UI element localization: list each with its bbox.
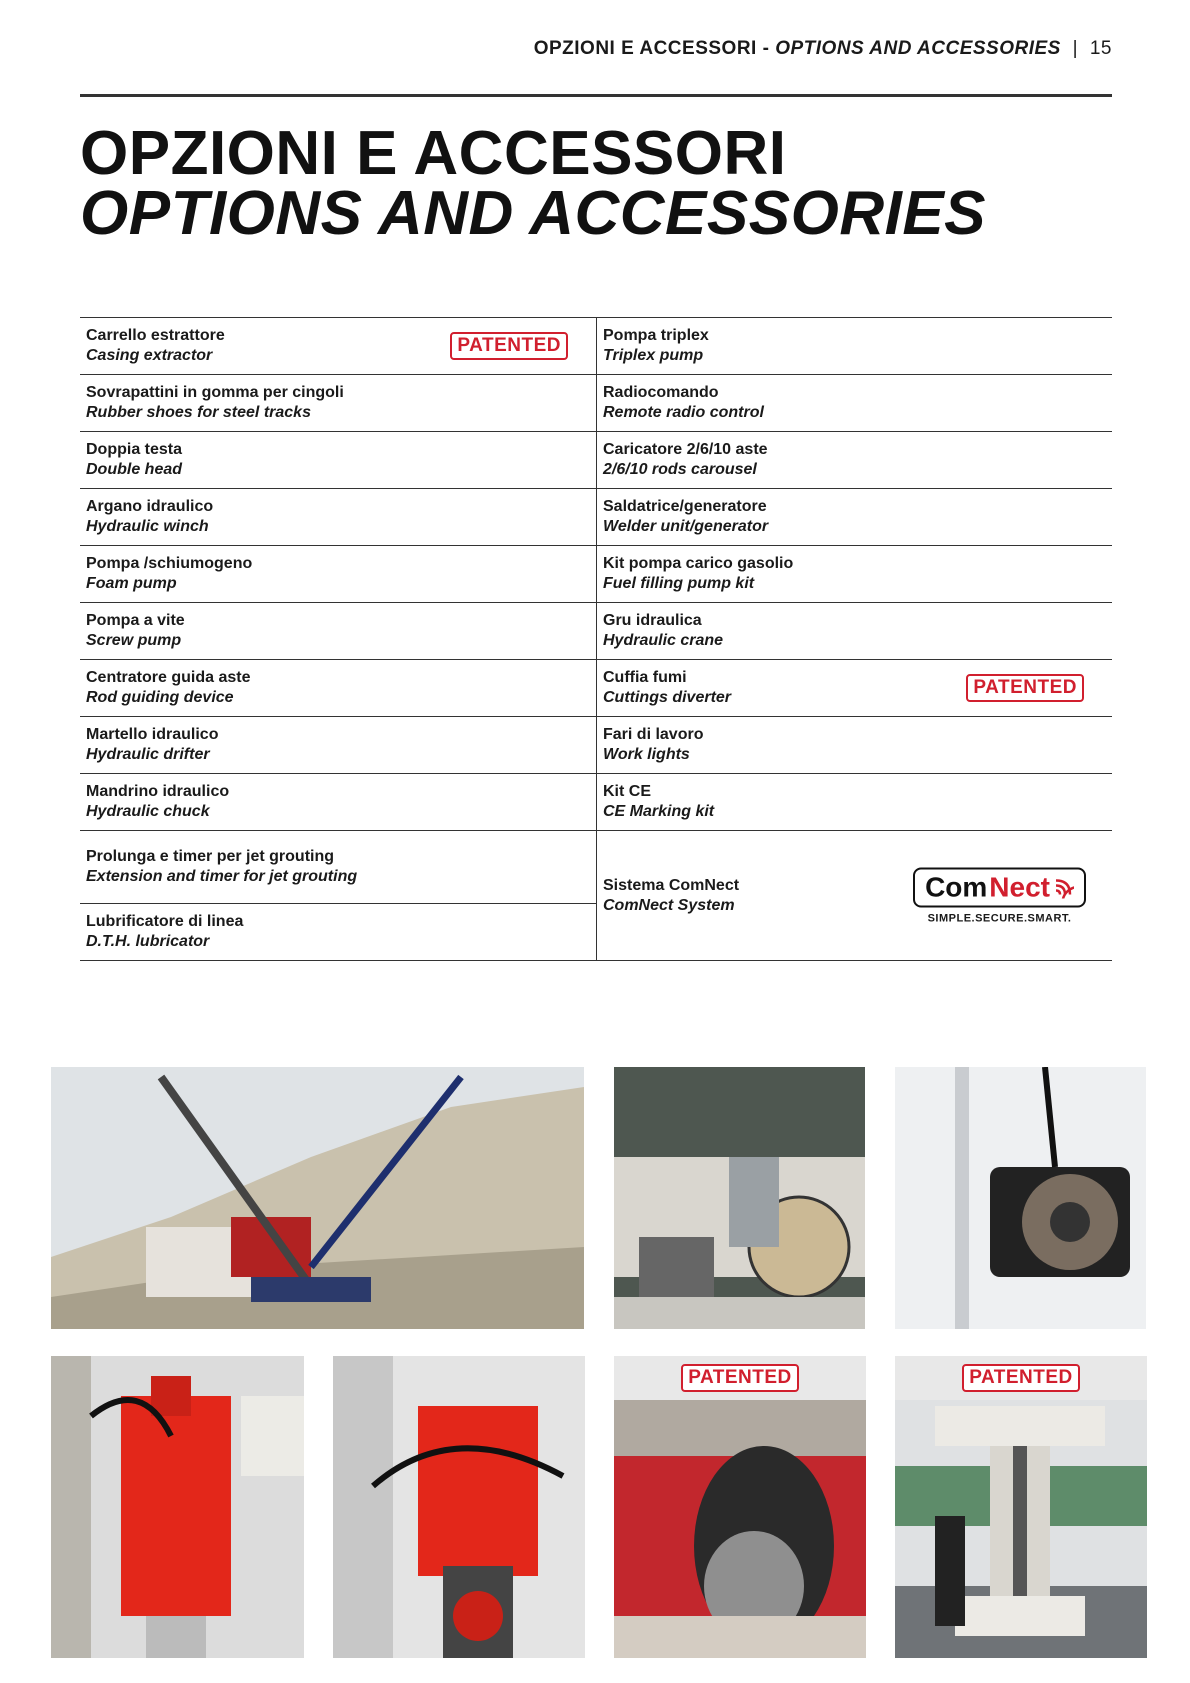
comnect-logo xyxy=(913,867,1086,924)
option-it: Martello idraulico xyxy=(86,726,219,743)
option-it: Saldatrice/generatore xyxy=(603,498,767,515)
option-it: Kit CE xyxy=(603,783,651,800)
table-row xyxy=(80,717,1112,774)
option-it: Sistema ComNect xyxy=(603,876,740,894)
table-row xyxy=(80,432,1112,489)
option-it: Cuffia fumi xyxy=(603,669,687,686)
option-it: Caricatore 2/6/10 aste xyxy=(603,441,768,458)
option-en: CE Marking kit xyxy=(603,803,715,820)
comnect-nect: Nect xyxy=(989,871,1050,902)
option-cell xyxy=(597,375,1113,432)
patented-badge: PATENTED xyxy=(681,1364,799,1392)
option-cell xyxy=(80,904,597,961)
option-en: Cuttings diverter xyxy=(603,689,732,706)
option-cell xyxy=(597,432,1113,489)
option-cell xyxy=(597,717,1113,774)
patented-badge: PATENTED xyxy=(450,332,568,360)
page-title xyxy=(80,119,987,248)
option-it: Pompa /schiumogeno xyxy=(86,555,253,572)
option-en: D.T.H. lubricator xyxy=(86,933,210,950)
option-en: Work lights xyxy=(603,746,690,763)
option-it: Fari di lavoro xyxy=(603,726,704,743)
table-row xyxy=(80,774,1112,831)
option-it: Pompa a vite xyxy=(86,612,185,629)
running-header xyxy=(534,38,1112,60)
option-cell xyxy=(597,660,1113,717)
option-it: Pompa triplex xyxy=(603,327,709,344)
header-rule xyxy=(80,94,1112,97)
option-cell xyxy=(80,831,597,904)
option-en: 2/6/10 rods carousel xyxy=(603,461,757,478)
option-en: Hydraulic winch xyxy=(86,518,209,535)
option-cell xyxy=(80,603,597,660)
option-it: Gru idraulica xyxy=(603,612,702,629)
title-italian: OPZIONI E ACCESSORI xyxy=(80,119,787,188)
patented-strip xyxy=(614,1356,866,1400)
option-it: Argano idraulico xyxy=(86,498,214,515)
photo-drill-rig xyxy=(51,1067,584,1329)
photo-double-head xyxy=(51,1356,304,1658)
option-cell xyxy=(597,546,1113,603)
option-cell xyxy=(597,318,1113,375)
table-row xyxy=(80,603,1112,660)
option-en: Foam pump xyxy=(86,575,177,592)
option-cell xyxy=(80,489,597,546)
comnect-com: Com xyxy=(925,871,988,902)
option-en: Extension and timer for jet grouting xyxy=(86,868,358,885)
option-it: Centratore guida aste xyxy=(86,669,251,686)
option-cell xyxy=(597,489,1113,546)
option-en: Triplex pump xyxy=(603,347,704,364)
option-it: Sovrapattini in gomma per cingoli xyxy=(86,384,344,401)
table-row xyxy=(80,489,1112,546)
option-cell xyxy=(80,375,597,432)
comnect-tagline: SIMPLE.SECURE.SMART. xyxy=(927,912,1072,924)
title-english: OPTIONS AND ACCESSORIES xyxy=(80,179,987,248)
table-row xyxy=(80,660,1112,717)
option-en: Screw pump xyxy=(86,632,182,649)
photo-hydraulic-drifter xyxy=(333,1356,585,1658)
option-en: Fuel filling pump kit xyxy=(603,575,755,592)
wifi-icon xyxy=(1052,876,1074,898)
table-row xyxy=(80,831,1112,904)
photo-hydraulic-winch xyxy=(895,1067,1146,1329)
option-en: Hydraulic drifter xyxy=(86,746,210,763)
header-it: OPZIONI E ACCESSORI xyxy=(533,38,757,59)
header-en: OPTIONS AND ACCESSORIES xyxy=(775,38,1061,59)
photo-triplex-pump xyxy=(614,1067,865,1329)
page-number: 15 xyxy=(1089,38,1112,59)
patented-badge: PATENTED xyxy=(962,1364,1080,1392)
option-en: Hydraulic chuck xyxy=(86,803,210,820)
option-it: Radiocomando xyxy=(603,384,719,401)
table-row xyxy=(80,546,1112,603)
option-it: Lubrificatore di linea xyxy=(86,913,244,930)
option-cell xyxy=(80,717,597,774)
table-row xyxy=(80,375,1112,432)
option-en: Remote radio control xyxy=(603,404,764,421)
option-en: Welder unit/generator xyxy=(603,518,769,535)
option-cell xyxy=(80,774,597,831)
option-it: Carrello estrattore xyxy=(86,327,225,344)
option-it: Mandrino idraulico xyxy=(86,783,230,800)
option-cell xyxy=(597,831,1113,961)
photo-rod-guiding-device xyxy=(895,1356,1147,1658)
option-it: Kit pompa carico gasolio xyxy=(603,555,794,572)
option-cell xyxy=(80,318,597,375)
option-cell xyxy=(80,546,597,603)
header-dash: - xyxy=(762,38,770,59)
option-cell xyxy=(80,432,597,489)
patented-strip xyxy=(895,1356,1147,1400)
option-cell xyxy=(80,660,597,717)
option-cell xyxy=(597,603,1113,660)
header-separator: | xyxy=(1072,38,1079,59)
option-en: Casing extractor xyxy=(86,347,213,364)
option-en: Rubber shoes for steel tracks xyxy=(86,404,311,421)
option-en: ComNect System xyxy=(603,896,735,914)
comnect-logo-box xyxy=(913,867,1086,907)
option-it: Doppia testa xyxy=(86,441,183,458)
option-it: Prolunga e timer per jet grouting xyxy=(86,848,335,865)
option-en: Rod guiding device xyxy=(86,689,234,706)
option-en: Hydraulic crane xyxy=(603,632,724,649)
option-cell xyxy=(597,774,1113,831)
patented-badge: PATENTED xyxy=(966,674,1084,702)
table-row xyxy=(80,318,1112,375)
option-en: Double head xyxy=(86,461,183,478)
photo-cuttings-diverter xyxy=(614,1356,866,1658)
options-table xyxy=(80,317,1112,961)
